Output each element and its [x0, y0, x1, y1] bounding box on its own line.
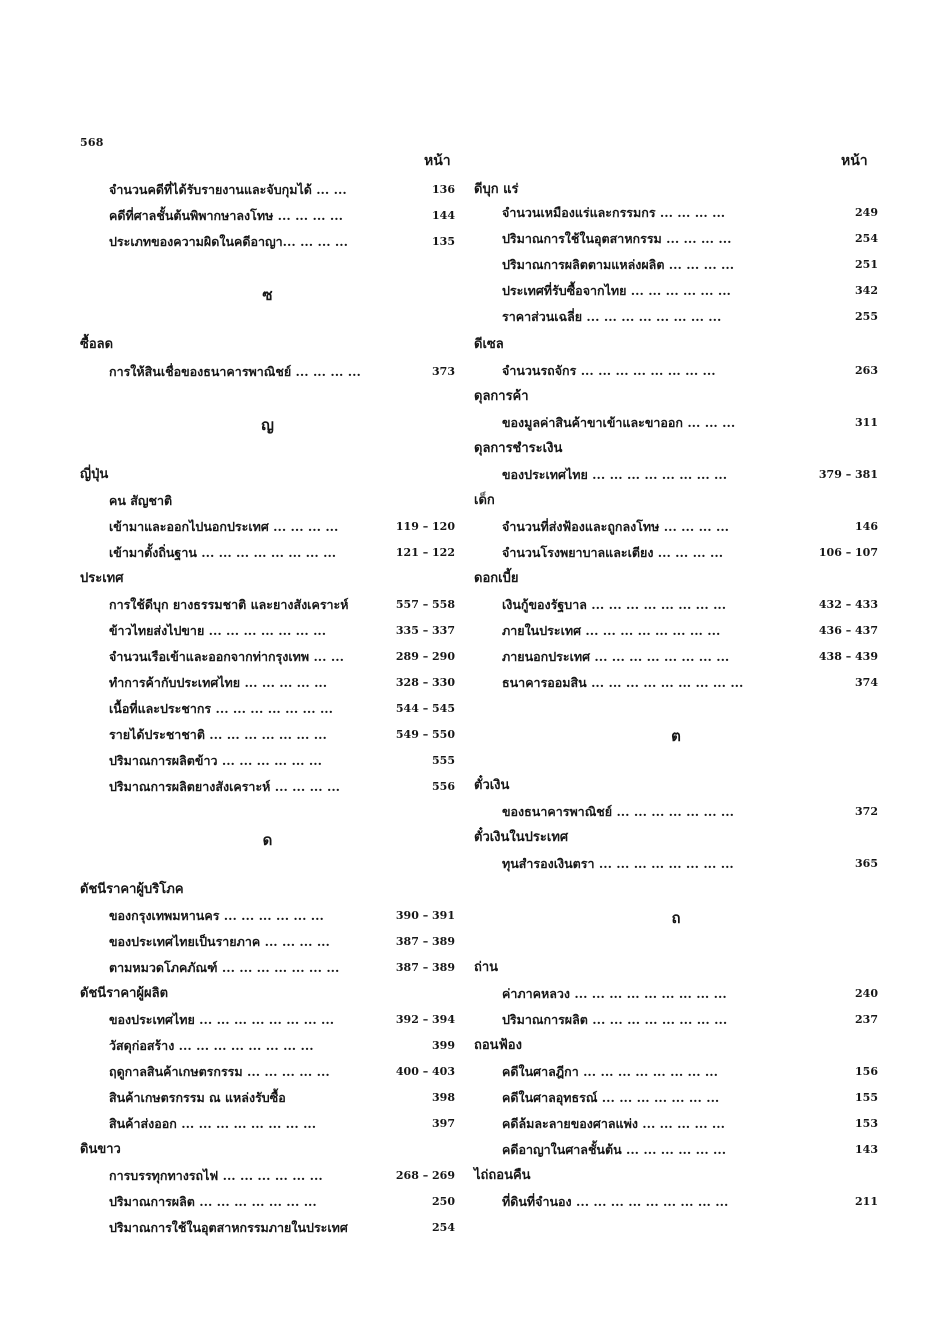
entry-text: เนื้อที่และประชากร ... ... ... ... ... ... ...: [109, 701, 333, 716]
entry-text: เด็ก: [474, 493, 495, 508]
index-entry: [109, 1088, 455, 1114]
entry-text: ปริมาณการใช้ในอุตสาหกรรมภายในประเทศ: [109, 1220, 348, 1235]
entry-text: ดอกเบี้ย: [474, 571, 519, 586]
entry-page-number: 392 – 394: [395, 1013, 455, 1026]
entry-text: ทำการค้ากับประเทศไทย ... ... ... ... ...: [109, 675, 328, 690]
entry-text: การให้สินเชื่อของธนาคารพาณิชย์ ... ... ... ...: [109, 364, 361, 379]
index-heading: [474, 569, 878, 595]
entry-page-number: 311: [855, 416, 878, 429]
entry-text: ดุลการค้า: [474, 389, 529, 404]
entry-text: เข้ามาและออกไปนอกประเทศ ... ... ... ...: [109, 519, 339, 534]
entry-text: ธนาคารออมสิน ... ... ... ... ... ... ... ... ...: [502, 675, 744, 690]
entry-text: คดีในศาลอุทธรณ์ ... ... ... ... ... ... ...: [502, 1090, 720, 1105]
index-entry: [502, 1140, 878, 1166]
entry-page-number: 390 – 391: [395, 909, 455, 922]
entry-text: ปริมาณการผลิต ... ... ... ... ... ... ...: [109, 1194, 317, 1209]
index-heading: [474, 439, 878, 465]
index-heading: [474, 1166, 878, 1192]
entry-page-number: 335 – 337: [395, 624, 455, 637]
entry-text: ภายในประเทศ ... ... ... ... ... ... ... ...: [502, 623, 721, 638]
entry-text: สินค้าส่งออก ... ... ... ... ... ... ... ...: [109, 1116, 317, 1131]
entry-text: ถอนฟ้อง: [474, 1038, 522, 1053]
entry-page-number: 119 – 120: [395, 520, 455, 533]
entry-page-number: 387 – 389: [395, 935, 455, 948]
entry-text: ตั๋วเงิน: [474, 778, 510, 793]
index-entry: [502, 1088, 878, 1114]
index-entry: [109, 1166, 455, 1192]
entry-text: ของประเทศไทย ... ... ... ... ... ... ... ...: [502, 467, 728, 482]
page-number: 568: [80, 136, 104, 149]
entry-page-number: 237: [855, 1013, 878, 1026]
index-heading: [80, 569, 455, 595]
index-entry: [109, 595, 455, 621]
index-entry: [502, 361, 878, 387]
entry-text: ข้าวไทยส่งไปขาย ... ... ... ... ... ... ...: [109, 623, 327, 638]
index-entry: [109, 932, 455, 958]
entry-text: ของมูลค่าสินค้าขาเข้าและขาออก ... ... ...: [502, 415, 736, 430]
index-entry: [502, 255, 878, 281]
entry-text: จำนวนคดีที่ได้รับรายงานและจับกุมได้ ... ...: [109, 182, 347, 197]
entry-page-number: 556: [432, 780, 455, 793]
entry-page-number: 549 – 550: [395, 728, 455, 741]
entry-text: ไถ่ถอนคืน: [474, 1168, 531, 1183]
entry-text: จำนวนเหมืองแร่และกรรมกร ... ... ... ...: [502, 205, 726, 220]
index-entry: [109, 1062, 455, 1088]
index-entry: [109, 206, 455, 232]
entry-text: ประเทศที่รับซื้อจากไทย ... ... ... ... ... ...: [502, 283, 731, 298]
entry-text: ดินขาว: [80, 1142, 121, 1157]
index-heading: [474, 491, 878, 517]
index-entry: [502, 1114, 878, 1140]
index-entry: [502, 517, 878, 543]
entry-page-number: 251: [855, 258, 878, 271]
entry-page-number: 155: [855, 1091, 878, 1104]
index-entry: [109, 725, 455, 751]
entry-text: ของประเทศไทยเป็นรายภาค ... ... ... ...: [109, 934, 330, 949]
entry-text: ดัชนีราคาผู้ผลิต: [80, 986, 169, 1001]
entry-page-number: 555: [432, 754, 455, 767]
entry-page-number: 255: [855, 310, 878, 323]
entry-text: เข้ามาตั้งถิ่นฐาน ... ... ... ... ... ... ... ...: [109, 545, 337, 560]
entry-text: จำนวนรถจักร ... ... ... ... ... ... ... ...: [502, 363, 716, 378]
entry-text: ของกรุงเทพมหานคร ... ... ... ... ... ...: [109, 908, 324, 923]
entry-page-number: 379 – 381: [818, 468, 878, 481]
index-entry: [502, 984, 878, 1010]
entry-page-number: 121 – 122: [395, 546, 455, 559]
index-entry: [109, 777, 455, 803]
entry-text: ปริมาณการใช้ในอุตสาหกรรม ... ... ... ...: [502, 231, 732, 246]
index-entry: [109, 751, 455, 777]
entry-page-number: 436 – 437: [818, 624, 878, 637]
entry-text: คดีล้มละลายของศาลแพ่ง ... ... ... ... ...: [502, 1116, 725, 1131]
entry-page-number: 289 – 290: [395, 650, 455, 663]
index-entry: [109, 673, 455, 699]
entry-text: ราคาส่วนเฉลี่ย ... ... ... ... ... ... ... ...: [502, 309, 722, 324]
entry-text: ปริมาณการผลิตตามแหล่งผลิต ... ... ... ...: [502, 257, 735, 272]
entry-text: ปริมาณการผลิต ... ... ... ... ... ... ... ...: [502, 1012, 728, 1027]
index-entry: [502, 203, 878, 229]
entry-text: ดีบุก แร่: [474, 182, 519, 197]
index-entry: [502, 802, 878, 828]
entry-text: ดุลการชำระเงิน: [474, 441, 563, 456]
entry-text: คดีที่ศาลชั้นต้นพิพากษาลงโทษ ... ... ... ...: [109, 208, 343, 223]
index-entry: [502, 1062, 878, 1088]
entry-text: ฤดูกาลสินค้าเกษตรกรรม ... ... ... ... ...: [109, 1064, 330, 1079]
entry-text: ดัชนีราคาผู้บริโภค: [80, 882, 184, 897]
entry-text: ค่าภาคหลวง ... ... ... ... ... ... ... ... ...: [502, 986, 727, 1001]
index-entry: [502, 1010, 878, 1036]
entry-text: คดีในศาลฎีกา ... ... ... ... ... ... ... ...: [502, 1064, 718, 1079]
entry-text: ดีเซล: [474, 337, 504, 352]
index-entry: [109, 647, 455, 673]
entry-page-number: 135: [432, 235, 455, 248]
index-entry: [109, 1192, 455, 1218]
entry-text: การใช้ดีบุก ยางธรรมชาติ และยางสังเคราะห์: [109, 597, 349, 612]
entry-page-number: 249: [855, 206, 878, 219]
entry-text: ของประเทศไทย ... ... ... ... ... ... ... ...: [109, 1012, 335, 1027]
index-entry: [109, 906, 455, 932]
entry-text: ปริมาณการผลิตข้าว ... ... ... ... ... ...: [109, 753, 322, 768]
index-entry: [502, 413, 878, 439]
entry-page-number: 254: [855, 232, 878, 245]
index-entry: [109, 1010, 455, 1036]
page-column-header: หน้า: [424, 153, 451, 169]
entry-page-number: 373: [432, 365, 455, 378]
entry-page-number: 268 – 269: [395, 1169, 455, 1182]
entry-text: วัสดุก่อสร้าง ... ... ... ... ... ... ... ...: [109, 1038, 314, 1053]
section-letter: ซ: [262, 286, 273, 304]
entry-page-number: 372: [855, 805, 878, 818]
index-heading: [80, 880, 455, 906]
entry-text: จำนวนเรือเข้าและออกจากท่ากรุงเทพ ... ...: [109, 649, 344, 664]
entry-page-number: 146: [855, 520, 878, 533]
entry-page-number: 143: [855, 1143, 878, 1156]
index-heading: [474, 1036, 878, 1062]
entry-page-number: 328 – 330: [395, 676, 455, 689]
index-entry: [502, 595, 878, 621]
index-entry: [502, 1192, 878, 1218]
entry-text: ของธนาคารพาณิชย์ ... ... ... ... ... ... ...: [502, 804, 734, 819]
entry-page-number: 106 – 107: [818, 546, 878, 559]
entry-text: ถ่าน: [474, 960, 499, 975]
index-entry: [109, 362, 455, 388]
entry-page-number: 387 – 389: [395, 961, 455, 974]
entry-text: ปริมาณการผลิตยางสังเคราะห์ ... ... ... ...: [109, 779, 341, 794]
index-entry: [502, 229, 878, 255]
index-entry: [502, 621, 878, 647]
entry-page-number: 342: [855, 284, 878, 297]
entry-text: การบรรทุกทางรถไฟ ... ... ... ... ... ...: [109, 1168, 323, 1183]
entry-page-number: 211: [855, 1195, 878, 1208]
entry-page-number: 438 – 439: [818, 650, 878, 663]
entry-page-number: 432 – 433: [818, 598, 878, 611]
entry-text: ตามหมวดโภคภัณฑ์ ... ... ... ... ... ... ...: [109, 960, 340, 975]
index-heading: [80, 465, 455, 491]
index-entry: [109, 517, 455, 543]
index-heading: [474, 387, 878, 413]
entry-page-number: 398: [432, 1091, 455, 1104]
index-entry: [109, 958, 455, 984]
entry-text: ทุนสำรองเงินตรา ... ... ... ... ... ... ... ...: [502, 856, 734, 871]
index-entry: [109, 543, 455, 569]
index-entry: [502, 854, 878, 880]
entry-text: ภายนอกประเทศ ... ... ... ... ... ... ... ...: [502, 649, 730, 664]
index-entry: [109, 1114, 455, 1140]
index-entry: [502, 307, 878, 333]
entry-page-number: 365: [855, 857, 878, 870]
entry-text: ประเทศ: [80, 571, 124, 586]
entry-text: รายได้ประชาชาติ ... ... ... ... ... ... ...: [109, 727, 327, 742]
entry-page-number: 250: [432, 1195, 455, 1208]
entry-page-number: 263: [855, 364, 878, 377]
index-entry: [109, 491, 455, 517]
section-letter: ด: [262, 831, 273, 849]
index-entry: [502, 465, 878, 491]
index-heading: [80, 1140, 455, 1166]
index-entry: [502, 281, 878, 307]
index-entry: [502, 647, 878, 673]
index-heading: [80, 335, 455, 361]
index-heading: [474, 828, 878, 854]
entry-page-number: 374: [855, 676, 878, 689]
entry-text: จำนวนโรงพยาบาลและเตียง ... ... ... ...: [502, 545, 724, 560]
index-entry: [109, 232, 455, 258]
entry-text: ประเภทของความผิดในคดีอาญา... ... ... ...: [109, 234, 348, 249]
index-heading: [80, 984, 455, 1010]
index-heading: [474, 776, 878, 802]
index-entry: [502, 543, 878, 569]
entry-text: เงินกู้ของรัฐบาล ... ... ... ... ... ... ... ...: [502, 597, 727, 612]
entry-page-number: 400 – 403: [395, 1065, 455, 1078]
entry-page-number: 254: [432, 1221, 455, 1234]
entry-text: ตั๋วเงินในประเทศ: [474, 830, 569, 845]
entry-text: สินค้าเกษตรกรรม ณ แหล่งรับซื้อ: [109, 1090, 286, 1105]
index-entry: [109, 180, 455, 206]
section-letter: ต: [671, 727, 681, 745]
index-entry: [109, 699, 455, 725]
entry-text: คดีอาญาในศาลชั้นต้น ... ... ... ... ... ...: [502, 1142, 727, 1157]
entry-page-number: 144: [432, 209, 455, 222]
index-entry: [502, 673, 878, 699]
entry-page-number: 399: [432, 1039, 455, 1052]
section-letter: ญ: [261, 416, 274, 434]
entry-page-number: 544 – 545: [395, 702, 455, 715]
entry-page-number: 156: [855, 1065, 878, 1078]
index-entry: [109, 621, 455, 647]
section-letter: ถ: [671, 909, 681, 927]
entry-page-number: 136: [432, 183, 455, 196]
entry-page-number: 397: [432, 1117, 455, 1130]
index-heading: [474, 335, 878, 361]
index-heading: [474, 958, 878, 984]
page-column-header: หน้า: [841, 153, 868, 169]
index-entry: [109, 1218, 455, 1244]
entry-text: ญี่ปุ่น: [80, 467, 109, 482]
index-entry: [109, 1036, 455, 1062]
entry-text: คน สัญชาติ: [109, 493, 173, 508]
entry-page-number: 240: [855, 987, 878, 1000]
entry-page-number: 557 – 558: [395, 598, 455, 611]
entry-text: ซื้อลด: [80, 337, 114, 352]
entry-text: ที่ดินที่จำนอง ... ... ... ... ... ... ... ... ...: [502, 1194, 729, 1209]
entry-page-number: 153: [855, 1117, 878, 1130]
entry-text: จำนวนที่ส่งฟ้องและถูกลงโทษ ... ... ... ...: [502, 519, 730, 534]
